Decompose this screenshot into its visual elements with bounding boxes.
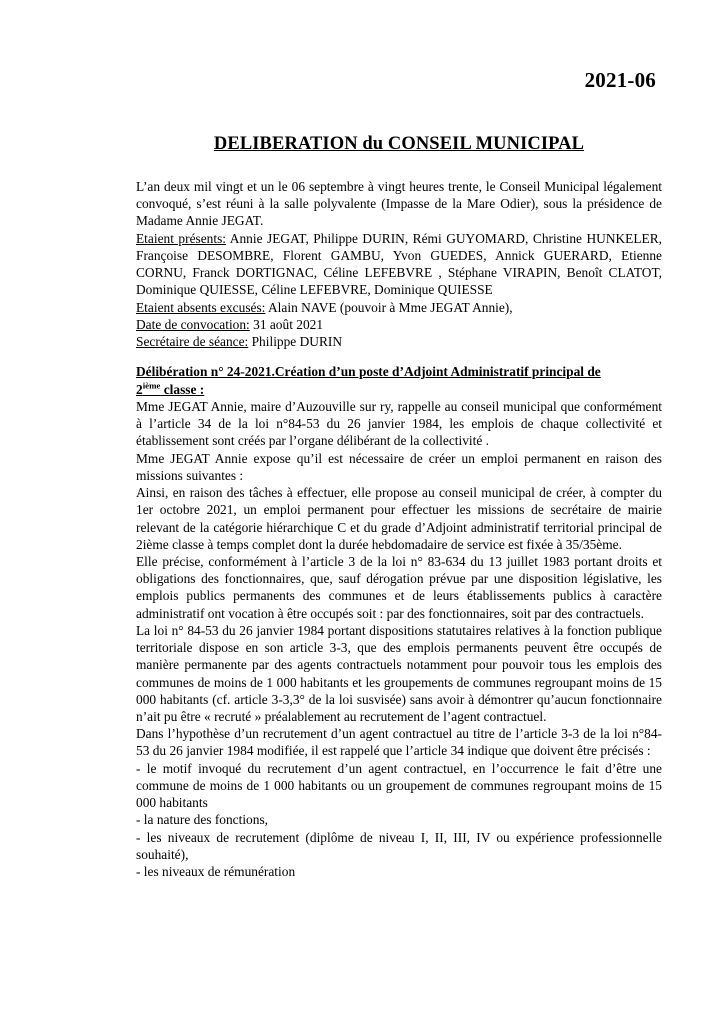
secretary-line <box>136 333 662 350</box>
secretary-value: Philippe DURIN <box>248 333 343 349</box>
absent-list: Alain NAVE (pouvoir à Mme JEGAT Annie), <box>265 299 513 315</box>
convocation-line <box>136 316 662 333</box>
secretary-label: Secrétaire de séance: <box>136 333 249 349</box>
deliberation-heading <box>136 363 662 398</box>
absent-label: Etaient absents excusés: <box>136 299 266 315</box>
document-reference-number: 2021-06 <box>584 68 656 92</box>
body-paragraph-1: Mme JEGAT Annie, maire d’Auzouville sur ry, rappelle au conseil municipal que conformément à l’article 34 de la loi n°84-53 du 26 janvier 1984, les emplois de chaque collectivité et établissement sont créés par l’organe délibérant de la collectivité . <box>136 399 662 449</box>
deliberation-heading-line2-prefix: 2 <box>136 381 143 397</box>
body-paragraph-5: La loi n° 84-53 du 26 janvier 1984 portant dispositions statutaires relatives à la fonction publique territoriale dispose en son article 3-3, que des emplois permanents peuvent être occupés de manière permanente par des agents contractuels notamment pour pouvoir tous les emplois des communes de moins de 1 000 habitants et les groupements de communes regroupant moins de 15 000 habitants (cf. article 3-3,3° de la loi susvisée) sans avoir à démontrer qu’aucun fonctionnaire n’ait pu être « recruté » préalablement au recrutement de l’agent contractuel. <box>136 622 662 724</box>
intro-paragraph: L’an deux mil vingt et un le 06 septembre à vingt heures trente, le Conseil Municipal légalement convoqué, s’est réuni à la salle polyvalente (Impasse de la Mare Odier), sous la présidence de Madame Annie JEGAT. <box>136 179 662 229</box>
absent-line <box>136 299 662 316</box>
convocation-label: Date de convocation: <box>136 316 250 332</box>
list-item: - les niveaux de rémunération <box>136 863 296 879</box>
deliberation-heading-line2-sup: ième <box>142 380 161 391</box>
body-paragraph-2: Mme JEGAT Annie expose qu’il est nécessaire de créer un emploi permanent en raison des missions suivantes : <box>136 450 662 483</box>
deliberation-body <box>136 398 662 880</box>
body-paragraph-6: Dans l’hypothèse d’un recrutement d’un agent contractuel au titre de l’article 3-3 de la loi n°84-53 du 26 janvier 1984 modifiée, il est rappelé que l’article 34 indique que doivent être précisés : <box>136 726 662 759</box>
convocation-value: 31 août 2021 <box>249 316 324 332</box>
body-paragraph-4: Elle précise, conformément à l’article 3 de la loi n° 83-634 du 13 juillet 1983 portant droits et obligations des fonctionnaires, que, sauf dérogation prévue par une disposition législative, les emplois publics permanents des communes et de leurs établissements publics à caractère administratif ont vocation à être occupés soit : par des fonctionnaires, soit par des contractuels. <box>136 554 662 621</box>
document-body <box>136 178 662 880</box>
present-list: Annie JEGAT, Philippe DURIN, Rémi GUYOMARD, Christine HUNKELER, Françoise DESOMBRE, Florent GAMBU, Yvon GUEDES, Annick GUERARD, Etienne CORNU, Franck DORTIGNAC, Céline LEFEBVRE , Stéphane VIRAPIN, Benoît CLATOT, Dominique QUIESSE, Céline LEFEBVRE, Dominique QUIESSE <box>136 230 662 298</box>
list-item: - les niveaux de recrutement (diplôme de niveau I, II, III, IV ou expérience professionnelle souhaité), <box>136 829 662 862</box>
deliberation-heading-line1: Délibération n° 24-2021.Création d’un poste d’Adjoint Administratif principal de <box>136 364 601 380</box>
present-line <box>136 230 662 299</box>
present-label: Etaient présents: <box>136 230 227 246</box>
list-item: - la nature des fonctions, <box>136 812 269 828</box>
list-item: - le motif invoqué du recrutement d’un agent contractuel, en l’occurrence le fait d’être une commune de moins de 1 000 habitants ou un groupement de communes regroupant moins de 15 000 habitants <box>136 760 662 811</box>
body-paragraph-3: Ainsi, en raison des tâches à effectuer, elle propose au conseil municipal de créer, à compter du 1er octobre 2021, un emploi permanent pour effectuer les missions de secrétaire de mairie relevant de la catégorie hiérarchique C et du grade d’Adjoint administratif territorial principal de 2ième classe à temps complet dont la durée hebdomadaire de service est fixée à 35/35ème. <box>136 485 662 552</box>
deliberation-heading-line2-suffix: classe : <box>160 381 205 397</box>
page-title: DELIBERATION du CONSEIL MUNICIPAL <box>213 134 585 154</box>
